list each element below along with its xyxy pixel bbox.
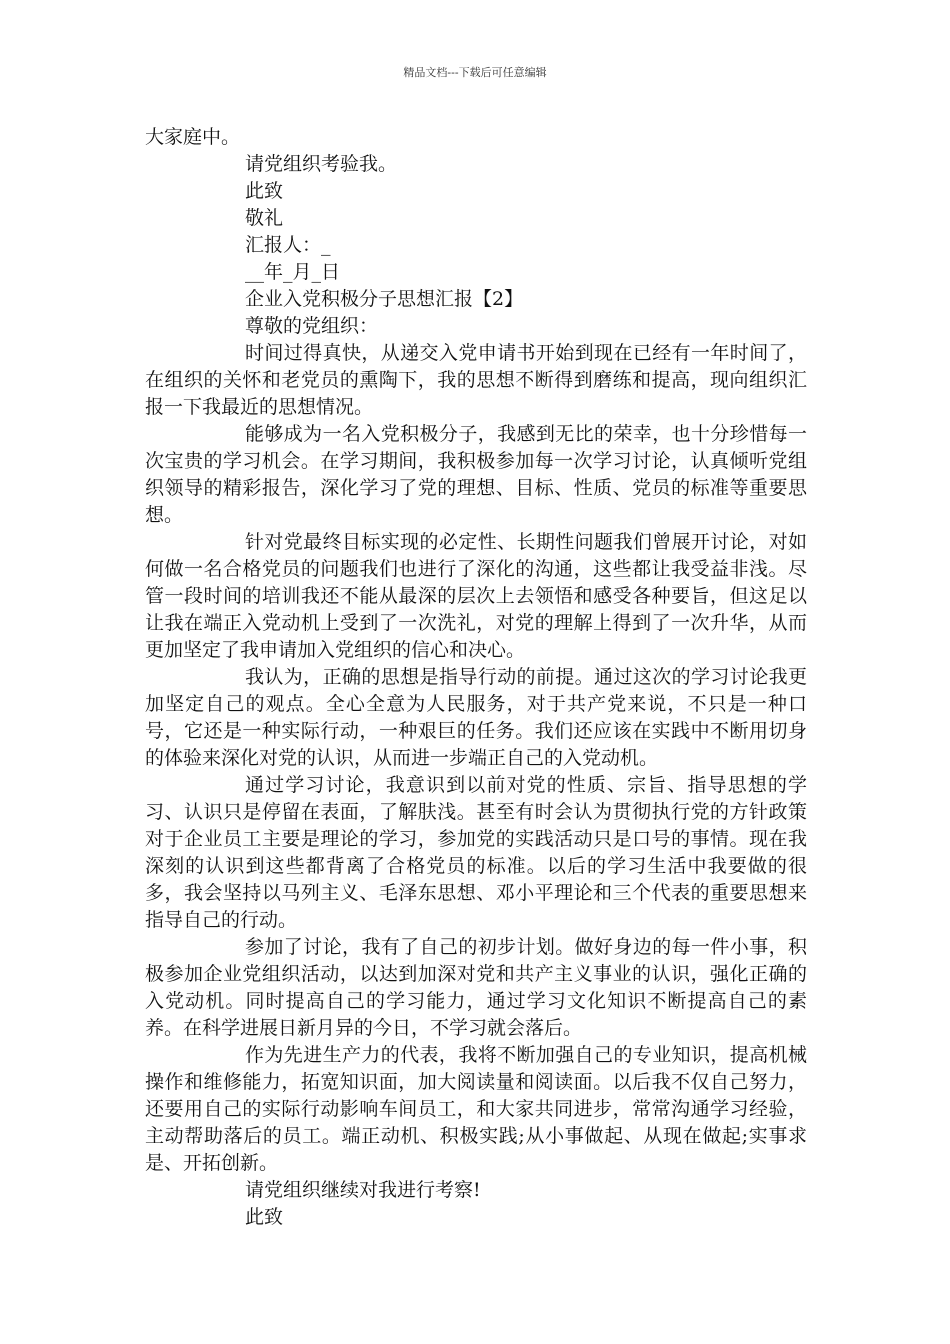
body-paragraph: 参加了讨论，我有了自己的初步计划。做好身边的每一件小事，积极参加企业党组织活动，以达到加深对党和共产主义事业的认识，强化正确的入党动机。同时提高自己的学习能力，通过学习文化知识不断提高自己的素养。在科学进展日新月异的今日，不学习就会落后。 [145,936,807,1039]
closing-line: 此致 [245,1206,284,1228]
document-body [145,124,807,1231]
greeting-line: 尊敬的党组织： [245,315,379,337]
body-paragraph: 时间过得真快，从递交入党申请书开始到现在已经有一年时间了，在组织的关怀和老党员的熏陶下，我的思想不断得到磨练和提高，现向组织汇报一下我最近的思想情况。 [145,342,807,418]
body-paragraph: 通过学习讨论，我意识到以前对党的性质、宗旨、指导思想的学习、认识只是停留在表面，了解肤浅。甚至有时会认为贯彻执行党的方针政策对于企业员工主要是理论的学习，参加党的实践活动只是口号的事情。现在我深刻的认识到这些都背离了合格党员的标准。以后的学习生活中我要做的很多，我会坚持以马列主义、毛泽东思想、邓小平理论和三个代表的重要思想来指导自己的行动。 [145,774,807,931]
closing-line: 请党组织继续对我进行考察! [245,1179,481,1201]
body-paragraph: 针对党最终目标实现的必定性、长期性问题我们曾展开讨论，对如何做一名合格党员的问题我们也进行了深化的沟通，这些都让我受益非浅。尽管一段时间的培训我还不能从最深的层次上去领悟和感受各种要旨，但这足以让我在端正入党动机上受到了一次洗礼，对党的理解上得到了一次升华，从而更加坚定了我申请加入党组织的信心和决心。 [145,531,807,661]
salutation-line: 此致 [245,180,284,202]
body-paragraph: 我认为，正确的思想是指导行动的前提。通过这次的学习讨论我更加坚定自己的观点。全心全意为人民服务，对于共产党来说，不只是一种口号，它还是一种实际行动，一种艰巨的任务。我们还应该在实践中不断用切身的体验来深化对党的认识，从而进一步端正自己的入党动机。 [145,666,807,769]
section-title: 企业入党积极分子思想汇报【2】 [245,288,524,310]
salutation-line: 敬礼 [245,207,284,229]
text-line: 大家庭中。 [145,126,241,148]
page-header: 精品文档---下载后可任意编辑 [403,66,547,79]
body-paragraph: 作为先进生产力的代表，我将不断加强自己的专业知识，提高机械操作和维修能力，拓宽知识面，加大阅读量和阅读面。以后我不仅自己努力，还要用自己的实际行动影响车间员工，和大家共同进步，常常沟通学习经验，主动帮助落后的员工。端正动机、积极实践;从小事做起、从现在做起;实事求是、开拓创新。 [145,1044,807,1174]
reporter-line: 汇报人：_ [245,234,331,256]
date-line: __年_月_日 [245,261,341,283]
body-paragraph: 能够成为一名入党积极分子，我感到无比的荣幸，也十分珍惜每一次宝贵的学习机会。在学习期间，我积极参加每一次学习讨论，认真倾听党组织领导的精彩报告，深化学习了党的理想、目标、性质、党员的标准等重要思想。 [145,423,807,526]
text-line: 请党组织考验我。 [245,153,398,175]
